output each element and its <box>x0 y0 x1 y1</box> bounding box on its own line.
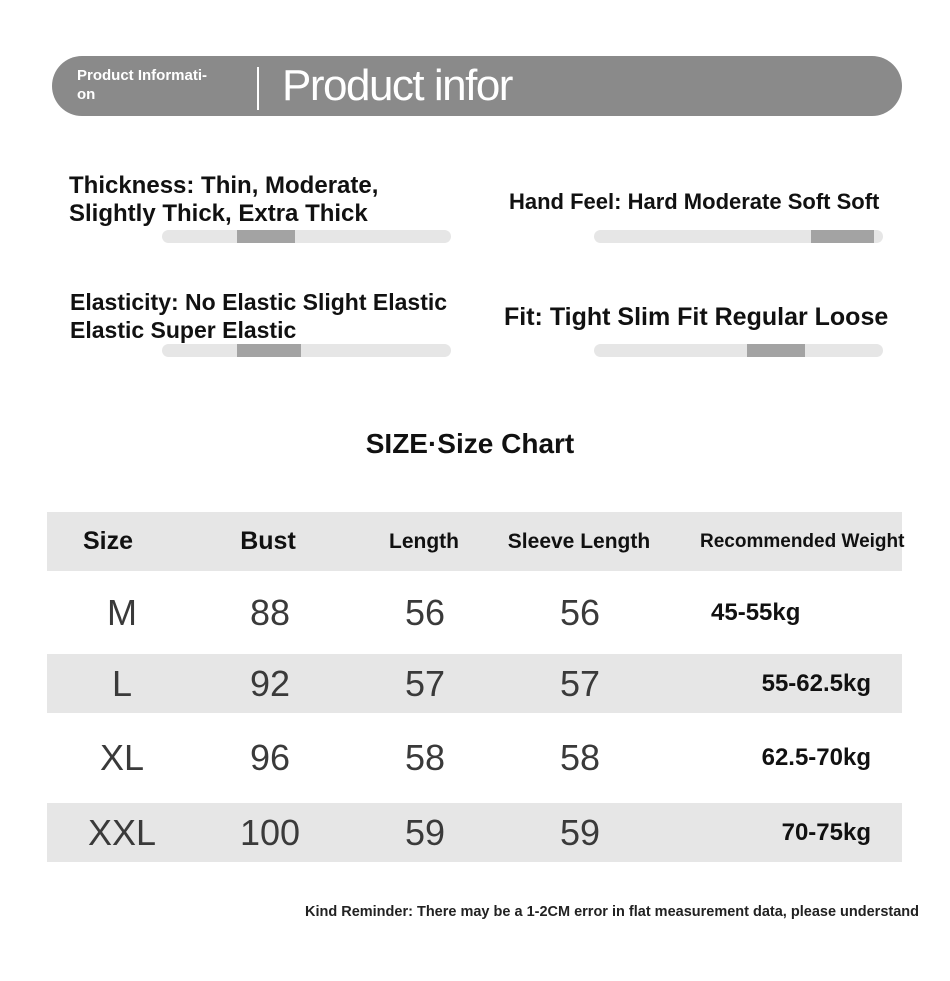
kind-reminder: Kind Reminder: There may be a 1-2CM error in flat measurement data, please understand <box>304 904 919 920</box>
elasticity-bar-fill <box>237 344 301 357</box>
size-cell: XL <box>99 737 145 778</box>
bust-cell: 92 <box>249 662 291 704</box>
length-cell: 59 <box>404 811 446 853</box>
hand-feel-bar <box>594 230 883 243</box>
sleeve-length-cell: 59 <box>559 811 601 853</box>
header-recommended-weight: Recommended Weight <box>700 530 905 552</box>
weight-cell: 55-62.5kg <box>761 669 871 697</box>
thickness-bar-fill <box>237 230 295 243</box>
size-cell: M <box>107 591 137 633</box>
size-cell: XXL <box>87 811 157 853</box>
length-cell: 58 <box>404 737 446 778</box>
hand-feel-bar-fill <box>811 230 875 243</box>
sleeve-length-cell: 56 <box>559 591 601 633</box>
size-chart-title: SIZE·Size Chart <box>365 428 575 459</box>
header-length: Length <box>389 529 459 553</box>
weight-cell: 45-55kg <box>711 598 801 626</box>
bust-cell: 100 <box>239 811 301 853</box>
table-row <box>47 713 902 803</box>
size-table <box>47 512 905 862</box>
fit-label: Fit: Tight Slim Fit Regular Loose <box>504 303 889 331</box>
sleeve-length-cell: 57 <box>559 662 601 704</box>
thickness-bar <box>162 230 451 243</box>
hand-feel-label: Hand Feel: Hard Moderate Soft Soft <box>509 189 880 214</box>
fit-bar-fill <box>747 344 805 357</box>
sleeve-length-cell: 58 <box>559 737 601 778</box>
table-row <box>47 803 902 862</box>
weight-cell: 62.5-70kg <box>761 744 871 771</box>
thickness-label: Thickness: Thin, Moderate, Slightly Thick, Extra Thick <box>69 172 379 227</box>
table-header-row <box>47 512 905 571</box>
bust-cell: 88 <box>249 591 291 633</box>
length-cell: 57 <box>404 662 446 704</box>
elasticity-label: Elasticity: No Elastic Slight Elastic Elastic Super Elastic <box>70 289 448 343</box>
header-divider <box>257 67 259 110</box>
length-cell: 56 <box>404 591 446 633</box>
bust-cell: 96 <box>249 737 291 778</box>
header-bust: Bust <box>240 527 296 555</box>
table-row <box>47 571 902 654</box>
elasticity-bar <box>162 344 451 357</box>
header-title: Product infor <box>282 61 512 110</box>
header-sleeve-length: Sleeve Length <box>507 529 651 553</box>
header-size: Size <box>82 527 134 555</box>
fit-bar <box>594 344 883 357</box>
weight-cell: 70-75kg <box>781 818 871 846</box>
header-small-label: Product Informati- on <box>77 67 207 103</box>
product-info-header <box>52 56 902 116</box>
size-cell: L <box>111 662 133 704</box>
table-row <box>47 654 902 713</box>
